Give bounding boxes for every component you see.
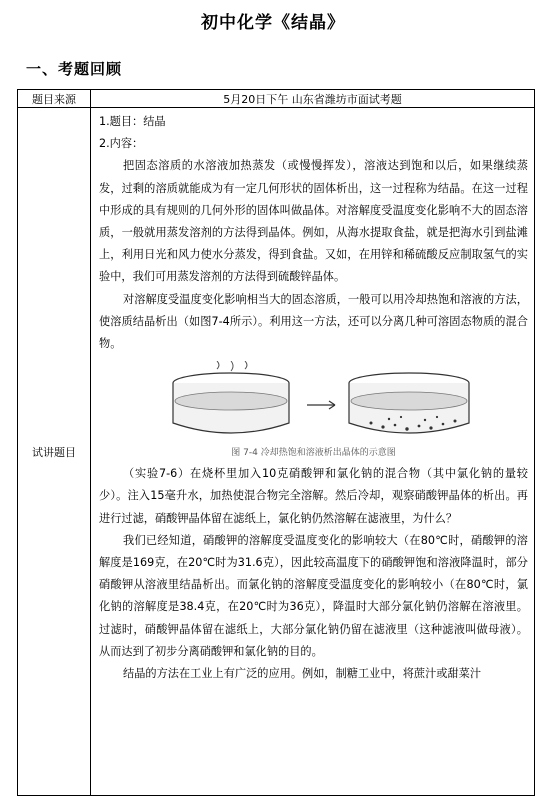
source-value: 5月20日下午 山东省潍坊市面试考题 [91, 90, 535, 108]
paragraph-5: 结晶的方法在工业上有广泛的应用。例如，制糖工业中，将蔗汁或甜菜汁 [123, 667, 482, 681]
paragraph-2: 对溶解度受温度变化影响相当大的固态溶质，一般可以用冷却热饱和溶液的方法，使溶质结晶析出（如图7-4所示）。利用这一方法，还可以分离几种可溶固态物质的混合物。 [99, 292, 528, 351]
crystallization-figure [99, 361, 528, 457]
section-heading: 一、考题回顾 [26, 60, 123, 78]
content-cell [91, 108, 535, 796]
figure-caption: 图 7-4 冷却热饱和溶液析出晶体的示意图 [231, 448, 396, 459]
item-content-label: 2.内容： [99, 137, 144, 151]
paragraph-3: （实验7-6）在烧杯里加入10克硝酸钾和氯化钠的混合物（其中氯化钠的量较少）。注入15毫升水，加热使混合物完全溶解。然后冷却，观察硝酸钾晶体的析出。再进行过滤，硝酸钾晶体留在滤纸上，氯化钠仍然溶解在滤液里，为什么？ [99, 467, 528, 525]
content-row [18, 108, 535, 796]
page-title: 初中化学《结晶》 [201, 13, 345, 33]
exam-table [17, 89, 535, 796]
paragraph-4: 我们已经知道，硝酸钾的溶解度受温度变化的影响较大（在80℃时，硝酸钾的溶解度是169克，在20℃时为31.6克），因此较高温度下的硝酸钾饱和溶液降温时，部分硝酸钾从溶液里结晶析出。而氯化钠的溶解度受温度变化的影响较小（在80℃时，氯化钠的溶解度是38.4克，在20℃时为36克），降温时大部分氯化钠仍溶解在溶液里。过滤时，硝酸钾晶体留在滤纸上，大部分氯化钠仍留在滤液里（这种滤液叫做母液）。从而达到了初步分离硝酸钾和氯化钠的目的。 [99, 533, 528, 658]
exam-label: 试讲题目 [18, 108, 91, 796]
beakers-illustration [159, 361, 479, 445]
source-label: 题目来源 [18, 90, 91, 108]
paragraph-1: 把固态溶质的水溶液加热蒸发（或慢慢挥发），溶液达到饱和以后，如果继续蒸发，过剩的溶质就能成为有一定几何形状的固体析出，这一过程称为结晶。在这一过程中形成的具有规则的几何外形的固体叫做晶体。对溶解度受温度变化影响不大的固态溶质，一般就用蒸发溶剂的方法得到晶体。例如，从海水提取食盐，就是把海水引到盐滩上，利用日光和风力使水分蒸发，得到食盐。又如，在用锌和稀硫酸反应制取氢气的实验中，我们可用蒸发溶剂的方法得到硫酸锌晶体。 [99, 159, 528, 284]
source-row [18, 90, 535, 108]
item-title: 1.题目：结晶 [99, 115, 166, 128]
